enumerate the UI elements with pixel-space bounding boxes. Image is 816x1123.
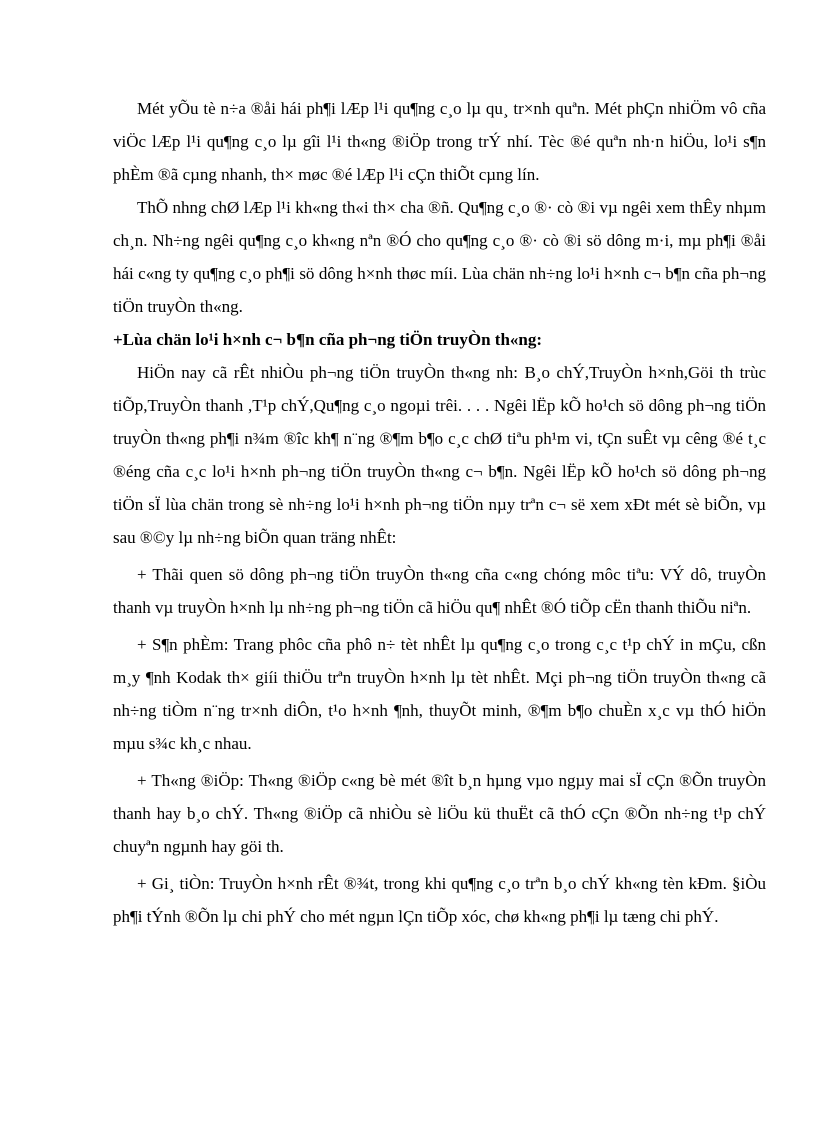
paragraph-message: + Th«ng ®iÖp: Th«ng ®iÖp c«ng bè mét ®ît b¸n hµng vµo ngµy mai sÏ cÇn ®Õn truyÒn thanh hay b¸o chÝ. Th«ng ®iÖp cã nhiÒu sè liÖu kü thuËt cã thÓ cÇn ®Õn nh÷ng t¹p chÝ chuyªn ngµnh hay göi th. (113, 771, 766, 856)
paragraph-media-types: HiÖn nay cã rÊt nhiÒu ph¬ng tiÖn truyÒn th«ng nh: B¸o chÝ,TruyÒn h×nh,Göi th trùc tiÕp,TruyÒn thanh ,T¹p chÝ,Qu¶ng c¸o ngoµi trêi. . . . Ngêi lËp kÕ ho¹ch sö dông ph¬ng tiÖn truyÒn th«ng ph¶i n¾m ®îc kh¶ n¨ng ®¶m b¶o c¸c chØ tiªu ph¹m vi, tÇn suÊt vµ cêng ®é t¸c ®éng cña c¸c lo¹i h×nh ph¬ng tiÖn truyÒn th«ng c¬ b¶n. Ngêi lËp kÕ ho¹ch sö dông ph¬ng tiÖn sÏ lùa chän trong sè nh÷ng lo¹i h×nh ph¬ng tiÖn nµy trªn c¬ së xem xÐt mét sè biÕn, vµ sau ®©y lµ nh÷ng biÕn quan träng nhÊt: (113, 363, 766, 547)
paragraph-product: + S¶n phÈm: Trang phôc cña phô n÷ tèt nhÊt lµ qu¶ng c¸o trong c¸c t¹p chÝ in mÇu, cßn m¸y ¶nh Kodak th× giíi thiÖu trªn truyÒn h×nh lµ tèt nhÊt. Mçi ph¬ng tiÖn truyÒn th«ng cã nh÷ng tiÒm n¨ng tr×nh diÔn, t¹o h×nh ¶nh, thuyÕt minh, ®¶m b¶o chuÈn x¸c vµ thÓ hiÖn mµu s¾c kh¸c nhau. (113, 635, 766, 753)
paragraph-cost: + Gi¸ tiÒn: TruyÒn h×nh rÊt ®¾t, trong khi qu¶ng c¸o trªn b¸o chÝ kh«ng tèn kÐm. §iÒu ph¶i tÝnh ®Õn lµ chi phÝ cho mét ngµn lÇn tiÕp xóc, chø kh«ng ph¶i lµ tæng chi phÝ. (113, 874, 766, 926)
paragraph-new-forms: ThÕ nhng chØ lÆp l¹i kh«ng th«i th× cha ®ñ. Qu¶ng c¸o ®· cò ®i vµ ngêi xem thÊy nhµm ch¸n. Nh÷ng ngêi qu¶ng c¸o kh«ng nªn ®Ó cho qu¶ng c¸o ®· cò ®i sö dông m·i, mµ ph¶i ®åi hái c«ng ty qu¶ng c¸o ph¶i sö dông h×nh thøc míi. Lùa chän nh÷ng lo¹i h×nh c¬ b¶n cña ph¬ng tiÖn truyÒn th«ng. (113, 198, 766, 316)
paragraph-audience-habits: + Thãi quen sö dông ph¬ng tiÖn truyÒn th«ng cña c«ng chóng môc tiªu: VÝ dô, truyÒn thanh vµ truyÒn h×nh lµ nh÷ng ph¬ng tiÖn cã hiÖu qu¶ nhÊt ®Ó tiÕp cËn thanh thiÕu niªn. (113, 565, 766, 617)
section-heading: +Lùa chän lo¹i h×nh c¬ b¶n cña ph¬ng tiÖn truyÒn th«ng: (113, 330, 543, 349)
paragraph-repetition-forgetting: Mét yÕu tè n÷a ®åi hái ph¶i lÆp l¹i qu¶ng c¸o lµ qu¸ tr×nh quªn. Mét phÇn nhiÖm vô cña viÖc lÆp l¹i qu¶ng c¸o lµ gîi l¹i th«ng ®iÖp trong trÝ nhí. Tèc ®é quªn nh·n hiÖu, lo¹i s¶n phÈm ®ã cµng nhanh, th× møc ®é lÆp l¹i cÇn thiÕt cµng lín. (113, 99, 766, 184)
